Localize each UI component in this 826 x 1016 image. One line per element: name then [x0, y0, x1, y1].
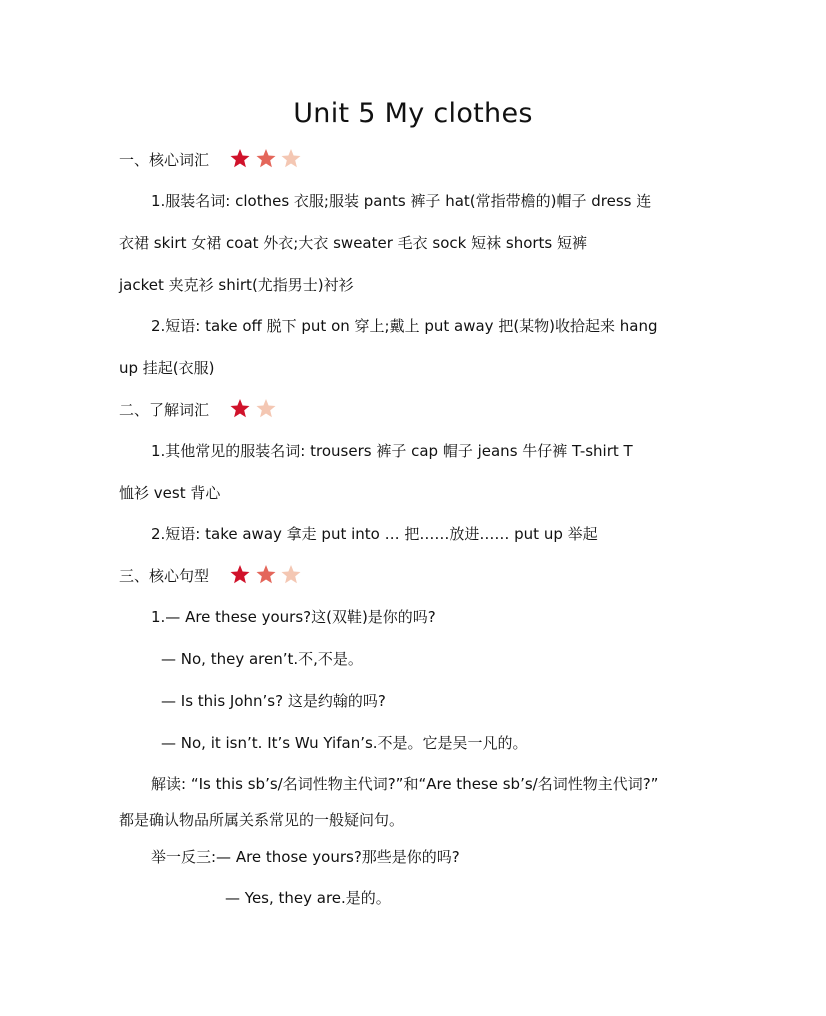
page-title: Unit 5 My clothes	[293, 98, 533, 129]
paragraph-line: jacket 夹克衫 shirt(尤指男士)衬衫	[119, 276, 354, 294]
rating-stars	[230, 399, 277, 423]
star-full-icon	[230, 149, 250, 168]
star-half-icon	[281, 149, 301, 168]
star-full-icon	[230, 399, 250, 418]
star-full-icon	[230, 565, 250, 584]
star-half-icon	[281, 565, 301, 584]
section-heading-text: 三、核心句型	[119, 567, 210, 585]
paragraph-line: 2.短语: take away 拿走 put into … 把……放进…… put up 举起	[151, 525, 598, 543]
section-heading-text: 二、了解词汇	[119, 401, 210, 419]
star-full-icon	[256, 149, 276, 168]
explanation-line: 解读: “Is this sb’s/名词性物主代词?”和“Are these sb’s/名词性物主代词?”	[151, 775, 659, 793]
paragraph-line: 1.其他常见的服装名词: trousers 裤子 cap 帽子 jeans 牛仔裤 T-shirt T	[151, 442, 633, 460]
paragraph-line: 衣裙 skirt 女裙 coat 外衣;大衣 sweater 毛衣 sock 短袜 shorts 短裤	[119, 234, 588, 252]
section-heading-core-vocabulary	[119, 149, 302, 173]
explanation-line: 都是确认物品所属关系常见的一般疑问句。	[119, 811, 405, 829]
paragraph-line: 2.短语: take off 脱下 put on 穿上;戴上 put away 把(某物)收拾起来 hang	[151, 317, 658, 335]
star-full-icon	[256, 565, 276, 584]
rating-stars	[230, 149, 303, 173]
star-half-icon	[256, 399, 276, 418]
section-heading-core-sentences	[119, 565, 302, 589]
paragraph-line: 1.服装名词: clothes 衣服;服装 pants 裤子 hat(常指带檐的)帽子 dress 连	[151, 192, 652, 210]
dialogue-line: — No, they aren’t.不,不是。	[161, 650, 363, 668]
paragraph-line: up 挂起(衣服)	[119, 359, 215, 377]
example-line: — Yes, they are.是的。	[225, 889, 391, 907]
section-heading-extra-vocabulary	[119, 399, 277, 423]
dialogue-line: — Is this John’s? 这是约翰的吗?	[161, 692, 386, 710]
rating-stars	[230, 565, 303, 589]
section-heading-text: 一、核心词汇	[119, 151, 210, 169]
dialogue-line: 1.— Are these yours?这(双鞋)是你的吗?	[151, 608, 436, 626]
example-line: 举一反三:— Are those yours?那些是你的吗?	[151, 848, 460, 866]
dialogue-line: — No, it isn’t. It’s Wu Yifan’s.不是。它是吴一凡的。	[161, 734, 528, 752]
paragraph-line: 恤衫 vest 背心	[119, 484, 221, 502]
